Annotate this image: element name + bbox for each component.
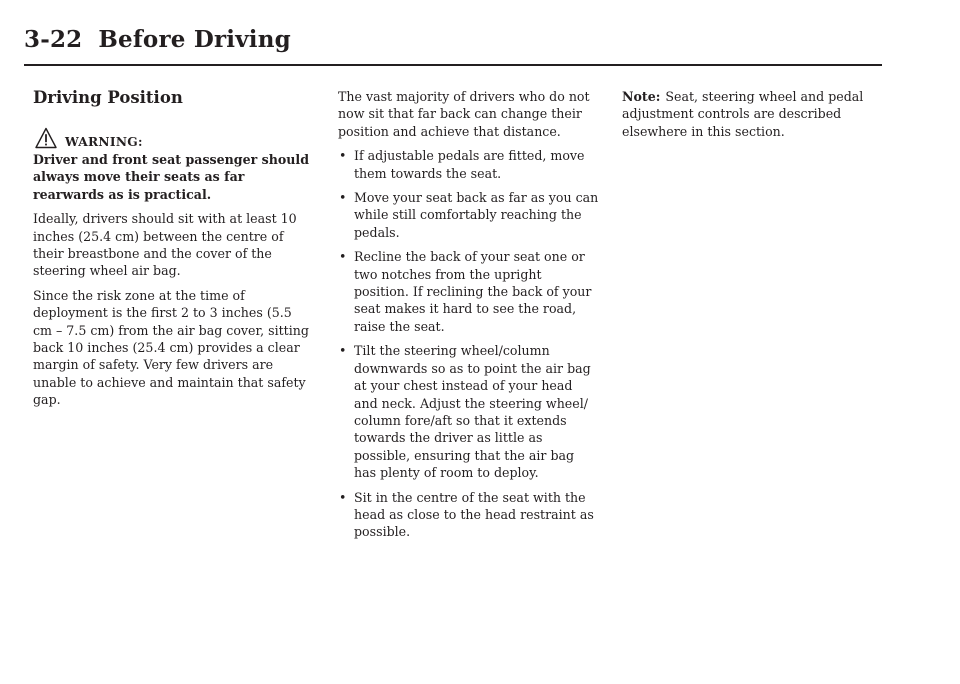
column-1 xyxy=(33,88,311,416)
chapter-title: Before Driving xyxy=(98,26,291,53)
adjustment-list xyxy=(338,147,600,541)
list-item xyxy=(338,489,600,541)
warning-text: Driver and front seat passenger should always move their seats as far rearwards as is practical. xyxy=(33,152,310,202)
bullet-glyph: • xyxy=(339,249,347,265)
list-item xyxy=(338,248,600,335)
bullet-glyph: • xyxy=(339,343,347,359)
warning-heading xyxy=(33,123,311,149)
list-item xyxy=(338,189,600,241)
intro-paragraph: The vast majority of drivers who do not now sit that far back can change their position and achieve that distance. xyxy=(338,89,590,139)
list-item-text: Move your seat back as far as you can while still comfortably reaching the pedals. xyxy=(354,190,599,240)
page-number: 3-22 xyxy=(24,26,83,53)
note-label: Note: xyxy=(622,89,661,104)
list-item xyxy=(338,147,600,182)
list-item-text: Recline the back of your seat one or two notches from the upright position. If reclining the back of your seat makes it hard to see the road, raise the seat. xyxy=(354,249,592,334)
page-header xyxy=(24,26,291,53)
bullet-glyph: • xyxy=(339,489,347,505)
note-paragraph xyxy=(622,88,884,140)
paragraph-seating-distance: Ideally, drivers should sit with at least 10 inches (25.4 cm) between the centre of their breastbone and the cover of the steering wheel air bag. xyxy=(33,211,297,279)
list-item-text: Sit in the centre of the seat with the head as close to the head restraint as possible. xyxy=(354,489,594,540)
bullet-glyph: • xyxy=(339,148,347,164)
section-title: Driving Position xyxy=(33,88,183,107)
column-2 xyxy=(338,88,600,541)
paragraph-risk-zone: Since the risk zone at the time of deployment is the first 2 to 3 inches (5.5 cm – 7.5 cm) from the air bag cover, sitting back 10 inches (25.4 cm) provides a clear margin of safety. Very few drivers are unable to achieve and maintain that safety gap. xyxy=(33,287,309,408)
warning-label: WARNING: xyxy=(65,135,143,149)
list-item-text: If adjustable pedals are fitted, move them towards the seat. xyxy=(354,148,585,181)
list-item-text: Tilt the steering wheel/column downwards so as to point the air bag at your chest instead of your head and neck. Adjust the steering wheel/ column fore/aft so that it extends towards the driver as little as possible, ensuring that the air bag has plenty of room to deploy. xyxy=(354,343,591,481)
note-text: Seat, steering wheel and pedal adjustment controls are described elsewhere in this section. xyxy=(622,89,864,139)
list-item xyxy=(338,342,600,481)
bullet-glyph: • xyxy=(339,190,347,206)
header-rule xyxy=(24,64,882,66)
warning-triangle-icon xyxy=(35,127,57,149)
column-3 xyxy=(622,88,884,147)
